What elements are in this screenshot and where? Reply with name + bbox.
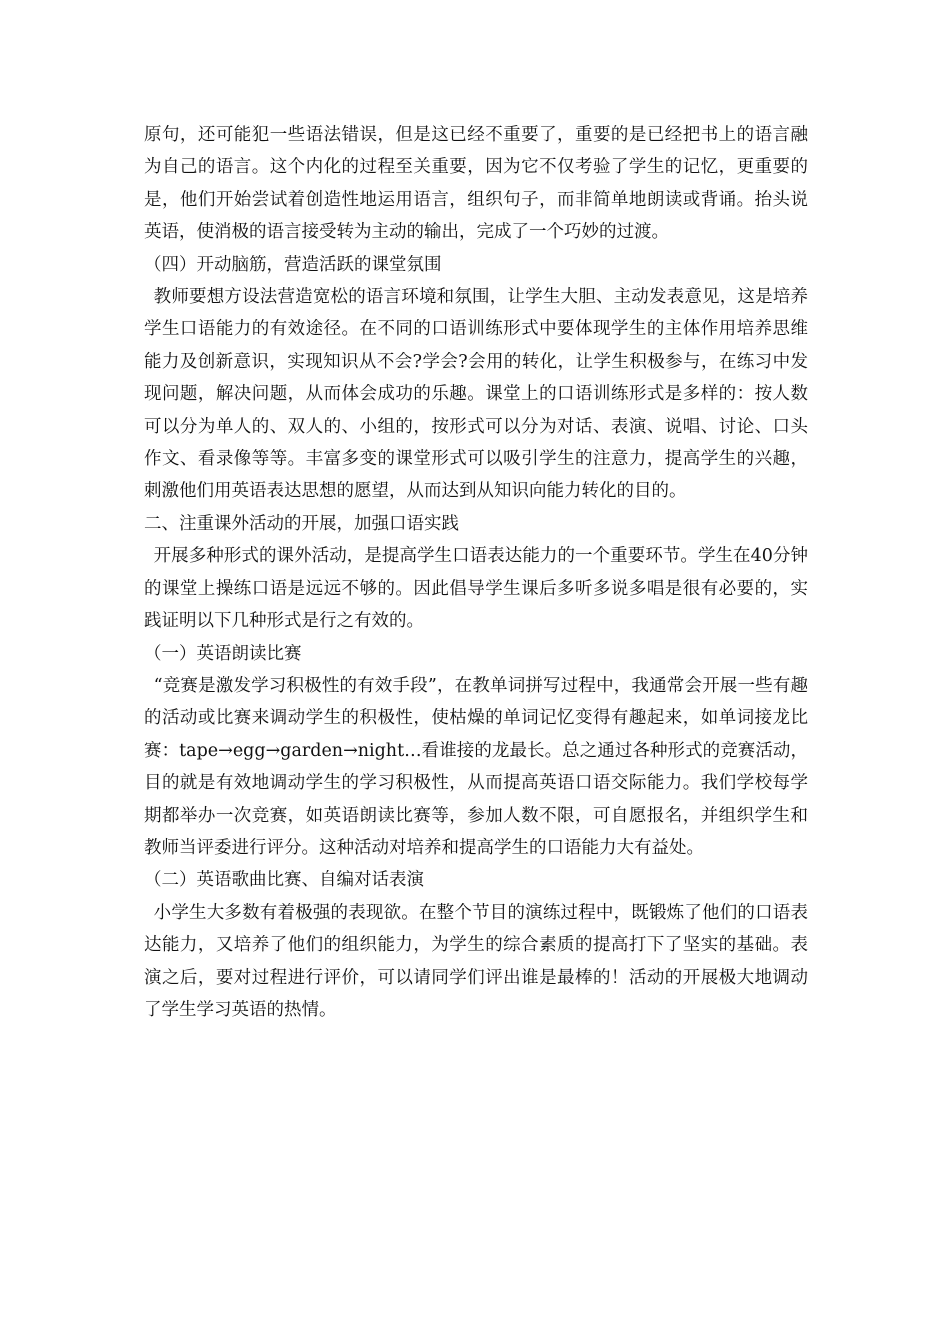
section-heading-two: 二、注重课外活动的开展，加强口语实践: [144, 513, 459, 534]
paragraph-extracurricular: 开展多种形式的课外活动，是提高学生口语表达能力的一个重要环节。学生在40分钟的课堂上操练口语是远远不够的。因此倡导学生课后多听多说多唱是很有必要的，实践证明以下几种形式是行之有效的。: [144, 546, 808, 632]
section-heading-reading-contest: （一）英语朗读比赛: [144, 643, 302, 664]
document-body: [144, 119, 808, 1026]
section-heading-song-contest: （二）英语歌曲比赛、自编对话表演: [144, 870, 424, 891]
paragraph-classroom-atmosphere: 教师要想方设法营造宽松的语言环境和氛围，让学生大胆、主动发表意见，这是培养学生口语能力的有效途径。在不同的口语训练形式中要体现学生的主体作用培养思维能力及创新意识，实现知识从不会?学会?会用的转化，让学生积极参与，在练习中发现问题，解决问题，从而体会成功的乐趣。课堂上的口语训练形式是多样的：按人数可以分为单人的、双人的、小组的，按形式可以分为对话、表演、说唱、讨论、口头作文、看录像等等。丰富多变的课堂形式可以吸引学生的注意力，提高学生的兴趣，刺激他们用英语表达思想的愿望，从而达到从知识向能力转化的目的。: [144, 287, 808, 502]
paragraph-competition: “竞赛是激发学习积极性的有效手段”，在教单词拼写过程中，我通常会开展一些有趣的活动或比赛来调动学生的积极性，使枯燥的单词记忆变得有趣起来，如单词接龙比赛：tape→egg→garden→night…看谁接的龙最长。总之通过各种形式的竞赛活动，目的就是有效地调动学生的学习积极性，从而提高英语口语交际能力。我们学校每学期都举办一次竞赛，如英语朗读比赛等，参加人数不限，可自愿报名，并组织学生和教师当评委进行评分。这种活动对培养和提高学生的口语能力大有益处。: [144, 675, 808, 858]
paragraph-continued: 原句，还可能犯一些语法错误，但是这已经不重要了，重要的是已经把书上的语言融为自己的语言。这个内化的过程至关重要，因为它不仅考验了学生的记忆，更重要的是，他们开始尝试着创造性地运用语言，组织句子，而非简单地朗读或背诵。抬头说英语，使消极的语言接受转为主动的输出，完成了一个巧妙的过渡。: [144, 125, 808, 243]
paragraph-performance: 小学生大多数有着极强的表现欲。在整个节目的演练过程中，既锻炼了他们的口语表达能力，又培养了他们的组织能力，为学生的综合素质的提高打下了坚实的基础。表演之后，要对过程进行评价，可以请同学们评出谁是最棒的！活动的开展极大地调动了学生学习英语的热情。: [144, 902, 808, 1020]
section-heading-four: （四）开动脑筋，营造活跃的课堂氛围: [144, 254, 442, 275]
